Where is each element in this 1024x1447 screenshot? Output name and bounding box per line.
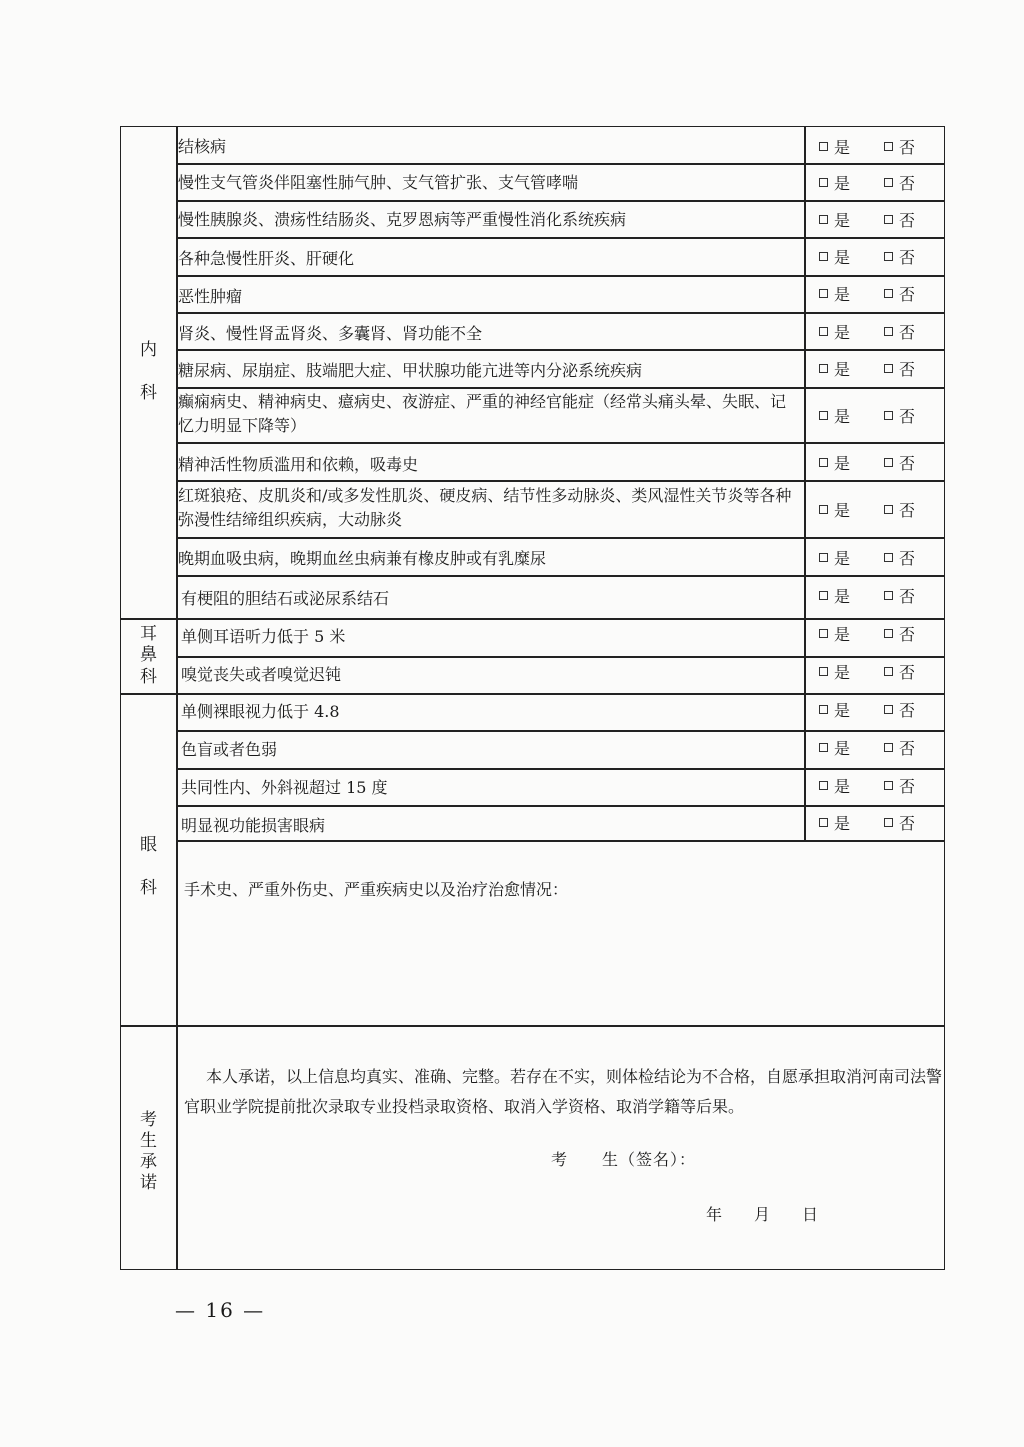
checkbox-no[interactable] xyxy=(884,818,893,827)
yes-no-choice[interactable]: 是 否 xyxy=(811,581,946,609)
row-divider xyxy=(176,537,944,539)
yes-no-choice[interactable]: 是 否 xyxy=(811,657,946,685)
checkbox-no[interactable] xyxy=(884,629,893,638)
yes-no-choice[interactable]: 是 否 xyxy=(811,448,946,476)
checkbox-no[interactable] xyxy=(884,781,893,790)
condition-label: 单侧耳语听力低于 5 米 xyxy=(181,627,346,646)
checkbox-yes[interactable] xyxy=(819,743,828,752)
condition-label: 肾炎、慢性肾盂肾炎、多囊肾、肾功能不全 xyxy=(178,324,483,343)
condition-label: 共同性内、外斜视超过 15 度 xyxy=(181,778,388,797)
checkbox-yes[interactable] xyxy=(819,629,828,638)
condition-label: 嗅觉丧失或者嗅觉迟钝 xyxy=(181,665,342,684)
yes-no-choice[interactable]: 是 否 xyxy=(811,401,946,429)
checkbox-no[interactable] xyxy=(884,505,893,514)
yes-no-choice[interactable]: 是 否 xyxy=(811,495,946,523)
yes-no-choice[interactable]: 是 否 xyxy=(811,168,946,196)
condition-label: 恶性肿瘤 xyxy=(178,287,243,306)
yes-no-choice[interactable]: 是 否 xyxy=(811,242,946,270)
checkbox-yes[interactable] xyxy=(819,705,828,714)
checkbox-no[interactable] xyxy=(884,289,893,298)
condition-label: 结核病 xyxy=(178,137,227,156)
checkbox-yes[interactable] xyxy=(819,289,828,298)
yes-no-choice[interactable]: 是 否 xyxy=(811,733,946,761)
checkbox-yes[interactable] xyxy=(819,142,828,151)
checkbox-no[interactable] xyxy=(884,705,893,714)
row-divider xyxy=(176,730,944,732)
section-label-pledge: 考 生 承 诺 xyxy=(140,1109,157,1194)
row-divider xyxy=(176,805,944,807)
condition-label: 各种急慢性肝炎、肝硬化 xyxy=(178,249,355,268)
checkbox-yes[interactable] xyxy=(819,781,828,790)
condition-label: 单侧裸眼视力低于 4.8 xyxy=(181,702,340,721)
condition-label: 糖尿病、尿崩症、肢端肥大症、甲状腺功能亢进等内分泌系统疾病 xyxy=(178,361,643,380)
condition-label: 晚期血吸虫病，晚期血丝虫病兼有橡皮肿或有乳糜尿 xyxy=(178,549,547,568)
checkbox-no[interactable] xyxy=(884,215,893,224)
checkbox-no[interactable] xyxy=(884,553,893,562)
yes-no-choice[interactable]: 是 否 xyxy=(811,695,946,723)
checkbox-yes[interactable] xyxy=(819,591,828,600)
yes-no-choice[interactable]: 是 否 xyxy=(811,808,946,836)
checkbox-no[interactable] xyxy=(884,364,893,373)
checkbox-no[interactable] xyxy=(884,327,893,336)
checkbox-yes[interactable] xyxy=(819,458,828,467)
page-number: — 16 — xyxy=(175,1298,266,1322)
checkbox-yes[interactable] xyxy=(819,411,828,420)
row-divider xyxy=(176,163,944,165)
section-label-ent: 耳 鼻 科 xyxy=(140,624,157,687)
row-divider xyxy=(176,237,944,239)
row-divider xyxy=(176,387,944,389)
condition-label: 明显视功能损害眼病 xyxy=(181,816,326,835)
checkbox-yes[interactable] xyxy=(819,364,828,373)
date-label: 年 月 日 xyxy=(706,1205,819,1224)
checkbox-no[interactable] xyxy=(884,667,893,676)
yes-no-choice[interactable]: 是 否 xyxy=(811,279,946,307)
condition-label: 色盲或者色弱 xyxy=(181,740,278,759)
checkbox-no[interactable] xyxy=(884,743,893,752)
checkbox-yes[interactable] xyxy=(819,505,828,514)
checkbox-yes[interactable] xyxy=(819,327,828,336)
medical-history-label: 手术史、严重外伤史、严重疾病史以及治疗治愈情况： xyxy=(184,880,569,899)
yes-no-choice[interactable]: 是 否 xyxy=(811,543,946,571)
checkbox-no[interactable] xyxy=(884,591,893,600)
yes-no-choice[interactable]: 是 否 xyxy=(811,354,946,382)
yes-no-choice[interactable]: 是 否 xyxy=(811,619,946,647)
checkbox-yes[interactable] xyxy=(819,553,828,562)
row-divider xyxy=(176,349,944,351)
checkbox-yes[interactable] xyxy=(819,215,828,224)
row-divider xyxy=(176,575,944,577)
checkbox-yes[interactable] xyxy=(819,252,828,261)
checkbox-yes[interactable] xyxy=(819,667,828,676)
checkbox-no[interactable] xyxy=(884,252,893,261)
yes-no-choice[interactable]: 是 否 xyxy=(811,132,946,160)
yes-no-choice[interactable]: 是 否 xyxy=(811,205,946,233)
row-divider xyxy=(176,480,944,482)
row-divider xyxy=(176,200,944,202)
pledge-text: 本人承诺，以上信息均真实、准确、完整。若存在不实，则体检结论为不合格，自愿承担取消河南司法警官职业学院提前批次录取专业投档录取资格、取消入学资格、取消学籍等后果。 xyxy=(184,1067,943,1116)
row-divider xyxy=(176,275,944,277)
row-divider xyxy=(176,442,944,444)
checkbox-yes[interactable] xyxy=(819,178,828,187)
checkbox-no[interactable] xyxy=(884,411,893,420)
condition-label: 红斑狼疮、皮肌炎和/或多发性肌炎、硬皮病、结节性多动脉炎、类风湿性关节炎等各种弥漫性结缔组织疾病，大动脉炎 xyxy=(178,486,792,529)
condition-label: 精神活性物质滥用和依赖，吸毒史 xyxy=(178,455,419,474)
section-label-internal: 内 科 xyxy=(140,340,157,403)
yes-no-choice[interactable]: 是 否 xyxy=(811,317,946,345)
checkbox-no[interactable] xyxy=(884,458,893,467)
history-divider xyxy=(176,840,944,842)
condition-label: 癫痫病史、精神病史、癔病史、夜游症、严重的神经官能症（经常头痛头晕、失眠、记忆力明显下降等） xyxy=(178,392,787,435)
section-label-eye: 眼 科 xyxy=(140,835,157,898)
row-divider xyxy=(176,312,944,314)
signature-label: 考 生（签名）： xyxy=(551,1150,697,1169)
section-divider-eye-pledge xyxy=(121,1025,944,1027)
yes-no-choice[interactable]: 是 否 xyxy=(811,771,946,799)
condition-label: 慢性胰腺炎、溃疡性结肠炎、克罗恩病等严重慢性消化系统疾病 xyxy=(178,210,627,229)
checkbox-no[interactable] xyxy=(884,178,893,187)
answer-column-divider xyxy=(804,127,806,840)
condition-label: 慢性支气管炎伴阻塞性肺气肿、支气管扩张、支气管哮喘 xyxy=(178,173,579,192)
checkbox-yes[interactable] xyxy=(819,818,828,827)
health-declaration-form xyxy=(120,126,945,1270)
row-divider xyxy=(176,768,944,770)
checkbox-no[interactable] xyxy=(884,142,893,151)
condition-label: 有梗阻的胆结石或泌尿系结石 xyxy=(181,589,390,608)
